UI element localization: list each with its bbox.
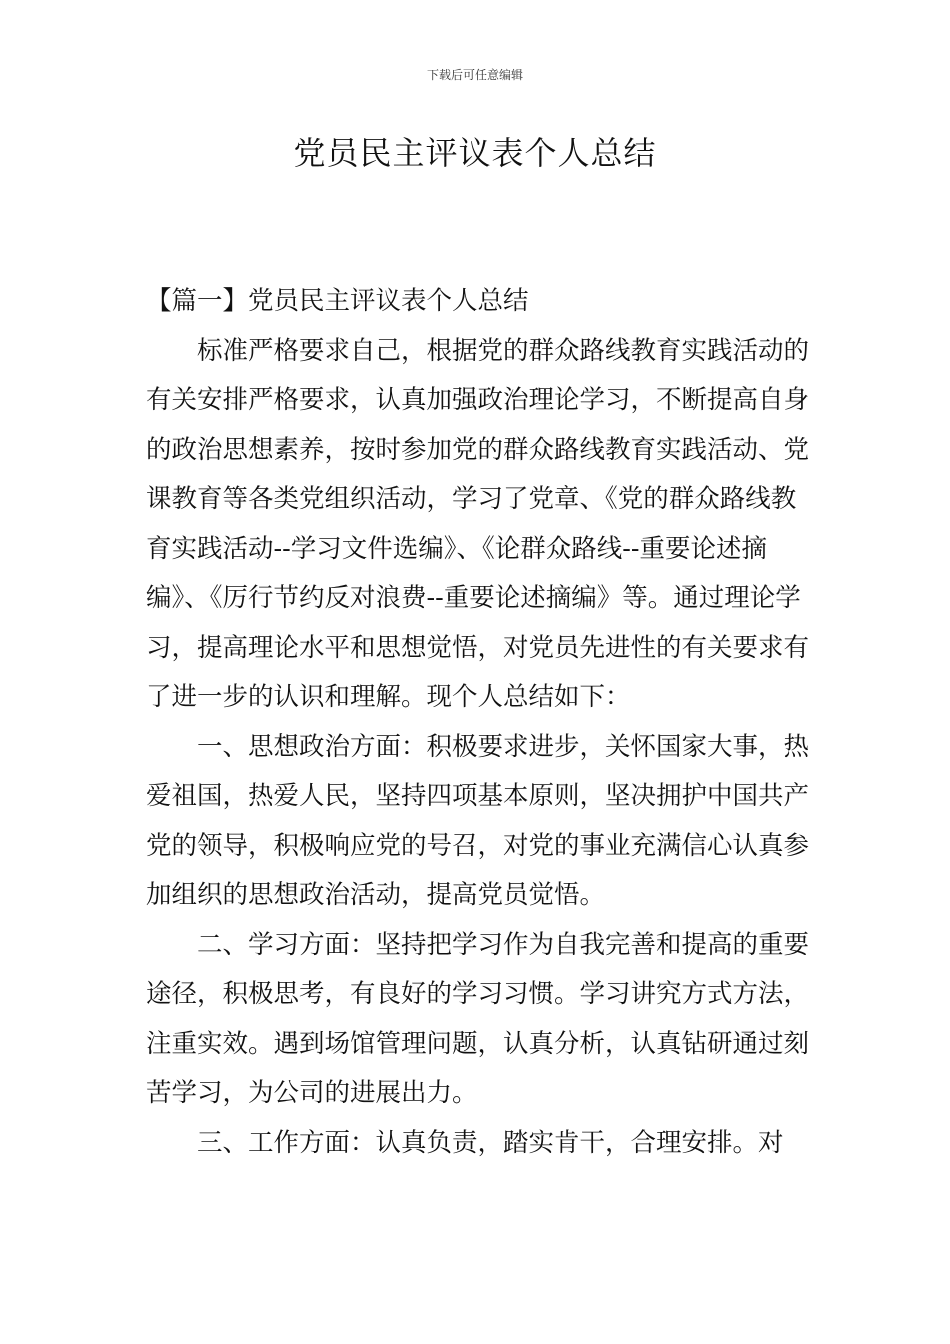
paragraph-ideology: 一、思想政治方面：积极要求进步，关怀国家大事，热爱祖国，热爱人民，坚持四项基本原则，坚决拥护中国共产党的领导，积极响应党的号召，对党的事业充满信心认真参加组织的思想政治活动，提高党员觉悟。 [146, 731, 810, 910]
paragraph-study: 二、学习方面：坚持把学习作为自我完善和提高的重要途径，积极思考，有良好的学习习惯。学习讲究方式方法，注重实效。遇到场馆管理问题，认真分析，认真钻研通过刻苦学习，为公司的进展出力。 [146, 929, 810, 1108]
section-heading: 【篇一】党员民主评议表个人总结 [146, 286, 529, 316]
document-title: 党员民主评议表个人总结 [293, 134, 657, 172]
paragraph-work: 三、工作方面：认真负责，踏实肯干，合理安排。对 [197, 1127, 784, 1158]
paragraph-intro: 标准严格要求自己，根据党的群众路线教育实践活动的有关安排严格要求，认真加强政治理论学习，不断提高自身的政治思想素养，按时参加党的群众路线教育实践活动、党课教育等各类党组织活动，学习了党章、《党的群众路线教育实践活动--学习文件选编》、《论群众路线--重要论述摘编》、《厉行节约反对浪费--重要论述摘编》等。通过理论学习，提高理论水平和思想觉悟，对党员先进性的有关要求有了进一步的认识和理解。现个人总结如下： [146, 335, 810, 712]
document-body [146, 277, 811, 1168]
page-header-note: 下载后可任意编辑 [426, 68, 523, 82]
